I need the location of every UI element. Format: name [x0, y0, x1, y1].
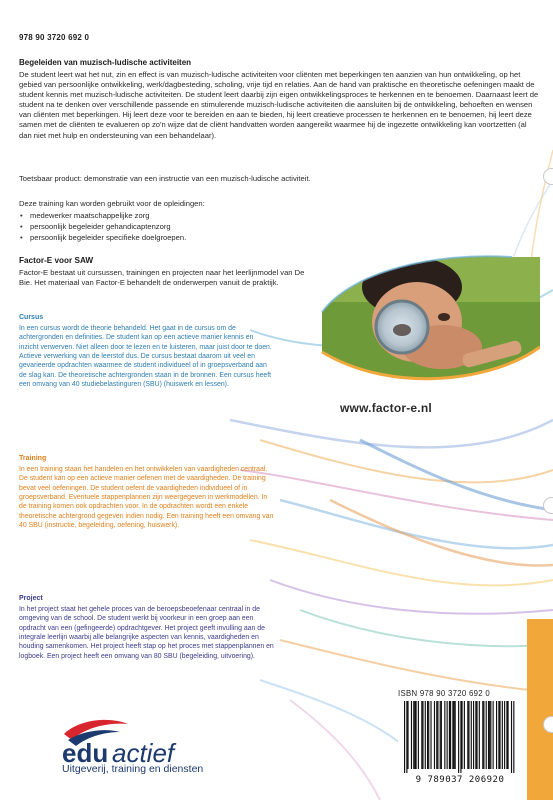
punch-hole: [543, 497, 553, 514]
training-title: Training: [19, 455, 47, 462]
barcode-digits: 9 789037 206920: [415, 775, 505, 785]
punch-hole: [543, 168, 553, 185]
opleiding-item: • persoonlijk begeleider gehandicaptenzorg: [19, 221, 186, 232]
punch-hole: [543, 716, 553, 733]
child-magnifier-photo: [312, 252, 540, 394]
barcode: [398, 699, 522, 785]
accent-tab: [527, 619, 553, 800]
logo-tagline: Uitgeverij, training en diensten: [62, 763, 204, 775]
cursus-title: Cursus: [19, 314, 44, 321]
isbn-bottom: ISBN 978 90 3720 692 0: [398, 689, 491, 698]
opleidingen-intro: Deze training kan worden gebruikt voor de opleidingen:: [19, 199, 205, 208]
opleiding-item: • medewerker maatschappelijke zorg: [19, 210, 186, 221]
opleiding-item: • persoonlijk begeleider specifieke doelgroepen.: [19, 232, 186, 243]
project-title: Project: [19, 595, 43, 602]
logo-part2: actief: [112, 738, 175, 768]
isbn-top: 978 90 3720 692 0: [19, 33, 90, 42]
project-text: In het project staat het gehele proces van de beroepsbeoefenaar centraal in de omgeving van de school. De student werkt bij voorkeur in een groep aan een opdracht van een (gefingeerde) opdrachtgever. Het project geeft invulling aan de integrale leerlijn waarbij alle belangrijke aspecten van kennis, vaardigheden en houding samenkomen. Het project heeft stap op het proces met stappenplannen en logboek. Een project heeft een omvang van 80 SBU (begeleiding, uitvoering).: [19, 606, 274, 660]
logo-part1: edu: [62, 738, 109, 768]
factor-e-text: Factor-E bestaat uit cursussen, trainingen en projecten naar het leerlijnmodel van De Bie. Het materiaal van Factor-E behandelt de onderwerpen vanuit de praktijk.: [19, 268, 305, 288]
opleidingen-list: [19, 210, 186, 243]
toetsbaar-product: Toetsbaar product: demonstratie van een instructie van een muzisch-ludische activiteit.: [19, 174, 311, 183]
training-text: In een training staan het handelen en het ontwikkelen van vaardigheden centraal. De student kan op een actieve manier oefenen met de vaardigheden. De training bevat veel oefeningen. De student oefent de vaardigheden individueel of in groepsverband. Eventuele stappenplannen zijn weergegeven in werkmodellen. In de training komen ook opdrachten voor. In de opdrachten wordt een enkele theoretische achtergrond gegeven indien nodig. Een training heeft een omvang van 40 SBU (instructie, begeleiding, oefening, huiswerk).: [19, 466, 274, 530]
intro-paragraph: De student leert wat het nut, zin en effect is van muzisch-ludische activiteiten voor cliënten met beperkingen ten aanzien van hun ontwikkeling, op het gebied van persoonlijke ontwikkeling, werk/dagbesteding, scholing, vrije tijd en relaties. Aan de hand van praktische en theoretische oefeningen maakt de student kennis met muzisch-ludische activiteiten. De student leert daarbij zijn eigen ontwikkelingsproces te herkennen en te benoemen. Daarnaast leert de student na te denken over verschillende passende en stimulerende muzisch-ludische activiteiten die aansluiten bij de ontwikkeling, behoeften en wensen van cliënten met beperkingen. Hij leert deze voor te bereiden en aan te bieden, hij leert creatieve processen te herkennen en te benoemen, hij leert deze samen met de cliënten te evalueren op zo'n wijze dat de cliënt handvatten worden aangereikt waarmee hij de ingezette ontwikkeling kan voortzetten (al dan niet met hulp en ondersteuning van een behandelaar).: [19, 70, 539, 140]
page-heading: Begeleiden van muzisch-ludische activiteiten: [19, 58, 192, 67]
cursus-text: In een cursus wordt de theorie behandeld. Het gaat in de cursus om de achtergronden en definities. De student kan op een actieve manier kennis en inzicht verwerven. Niet alleen door te lezen en te luisteren, maar juist door te doen. Actieve verwerking van de leerstof dus. De cursus bestaat daarom uit veel en gevarieerde opdrachten waarmee de student individueel of in groepsverband aan de slag kan. De theoretische achtergronden staan in de bronnen. Een cursus heeft een omvang van 40 studiebelastinguren (SBU) (huiswerk en lessen).: [19, 325, 272, 389]
website-url[interactable]: www.factor-e.nl: [340, 401, 432, 415]
factor-e-title: Factor-E voor SAW: [19, 256, 94, 265]
